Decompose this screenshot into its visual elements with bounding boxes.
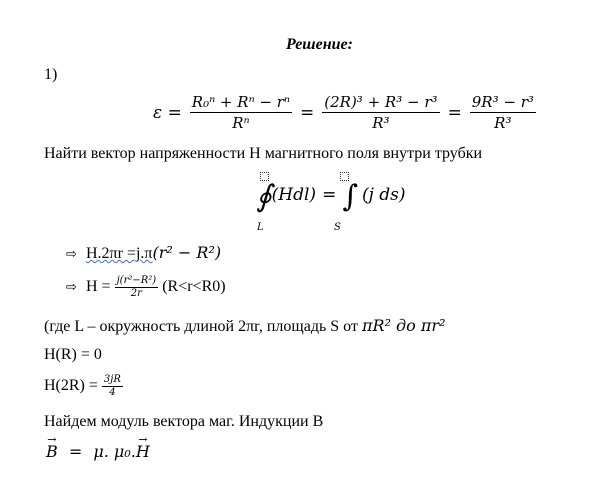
fraction-2 — [322, 92, 439, 133]
vector-b: → B — [46, 442, 58, 461]
fraction-2-denominator: R³ — [372, 114, 390, 132]
note-text: (где L – окружность длиной 2πr, площадь S от — [44, 318, 358, 335]
step-2 — [66, 275, 226, 300]
modulus-text: Найдем модуль вектора маг. Индукции В — [44, 413, 324, 430]
h-2r-fraction — [102, 374, 123, 399]
integral-left-expr: (Hdl) — [271, 185, 317, 205]
implies-arrow-icon: ⇨ — [66, 280, 77, 296]
integral-sub-left: L — [257, 222, 264, 233]
step-2-fraction — [115, 275, 159, 300]
h-2r-prefix: H(2R) = — [44, 377, 98, 395]
equals-sign: = — [447, 102, 462, 123]
equals-sign: = — [300, 102, 315, 123]
implies-arrow-icon: ⇨ — [66, 247, 77, 262]
integral-equals: = — [322, 185, 337, 205]
vector-h: → H — [136, 442, 150, 461]
step-2-denominator: 2r — [130, 288, 142, 299]
h-of-2r — [44, 374, 123, 399]
fraction-1-denominator: Rⁿ — [232, 114, 250, 132]
note-expr: πR² до πr² — [361, 316, 446, 335]
b-equals: = — [68, 442, 83, 461]
h-2r-numerator: 3jR — [103, 374, 121, 385]
epsilon-formula — [145, 92, 536, 133]
step-1 — [66, 243, 221, 263]
contour-integral-sign: ∮ — [256, 179, 272, 214]
step-1-prefix: H.2πr =j.π — [86, 245, 153, 262]
fraction-1 — [190, 92, 292, 133]
step-2-numerator: j(r²−R²) — [116, 275, 157, 286]
fraction-1-numerator: R₀ⁿ + Rⁿ − rⁿ — [191, 93, 290, 111]
b-formula — [46, 442, 150, 461]
integral-sub-right: S — [334, 222, 341, 233]
h-of-r: H(R) = 0 — [44, 346, 102, 363]
integral-right-expr: (j ds) — [361, 185, 406, 205]
step-2-suffix: (R<r<R0) — [162, 278, 226, 296]
h-2r-denominator: 4 — [109, 387, 116, 398]
item-number: 1) — [44, 66, 58, 83]
task-text: Найти вектор напряженности H магнитного поля внутри трубки — [44, 145, 483, 162]
solution-title: Решение: — [286, 36, 353, 53]
fraction-3-denominator: R³ — [494, 114, 512, 132]
note-line — [44, 316, 445, 336]
step-1-expr: (r² − R²) — [152, 243, 222, 262]
fraction-3 — [470, 92, 536, 133]
epsilon-lhs: ε = — [153, 102, 182, 123]
step-2-prefix: H = — [86, 278, 111, 296]
mu-expr: μ. μ₀. — [93, 442, 136, 461]
integral-sign: ∫ — [342, 179, 358, 214]
fraction-2-numerator: (2R)³ + R³ − r³ — [324, 93, 438, 111]
fraction-3-numerator: 9R³ − r³ — [471, 93, 534, 111]
